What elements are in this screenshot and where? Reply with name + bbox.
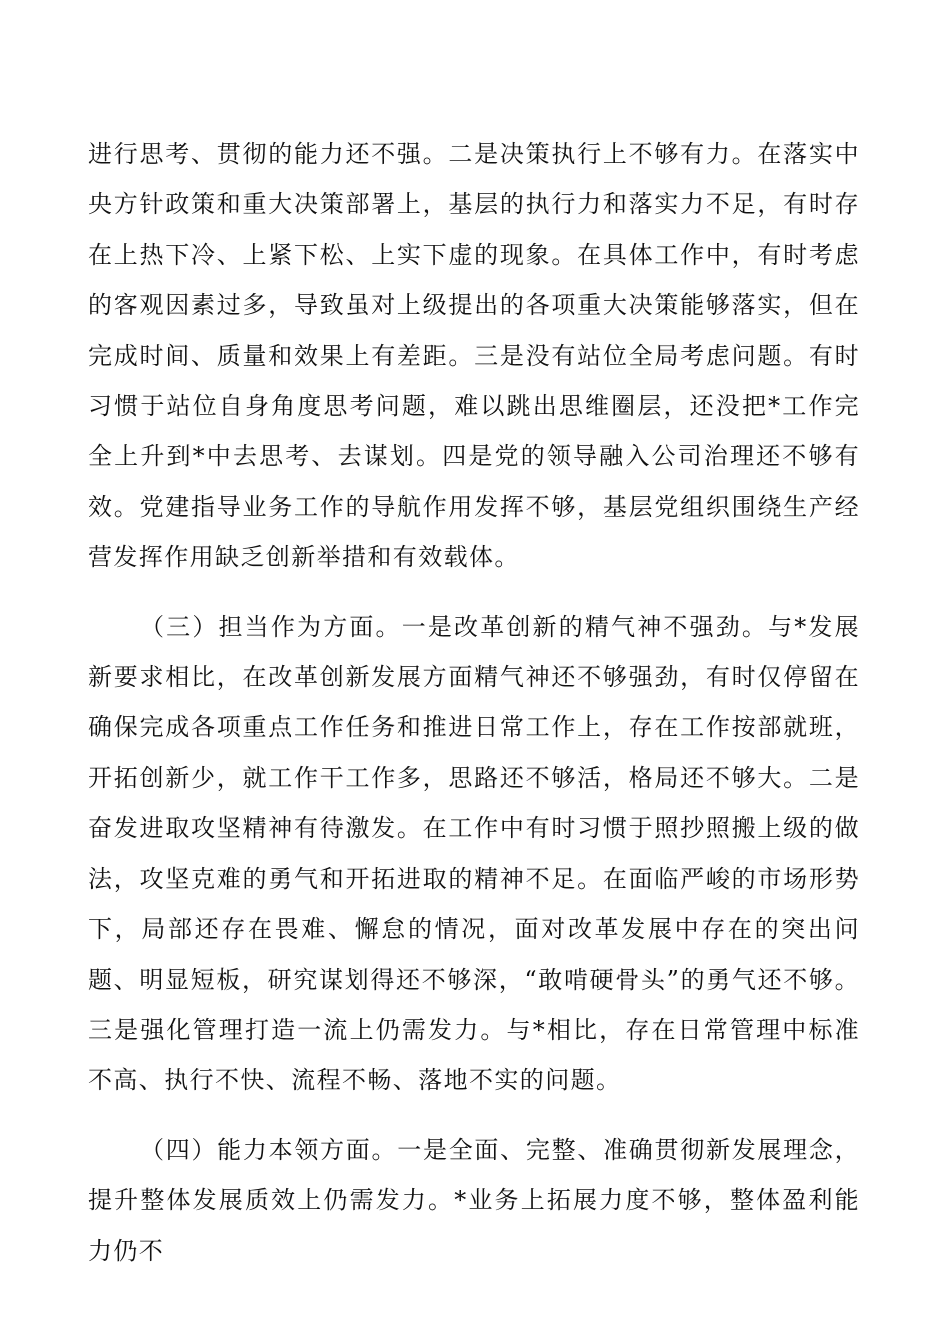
document-body — [88, 129, 860, 1276]
paragraph-1: 进行思考、贯彻的能力还不强。二是决策执行上不够有力。在落实中央方针政策和重大决策部署上，基层的执行力和落实力不足，有时存在上热下冷、上紧下松、上实下虚的现象。在具体工作中，有时考虑的客观因素过多，导致虽对上级提出的各项重大决策能够落实，但在完成时间、质量和效果上有差距。三是没有站位全局考虑问题。有时习惯于站位自身角度思考问题，难以跳出思维圈层，还没把*工作完全上升到*中去思考、去谋划。四是党的领导融入公司治理还不够有效。党建指导业务工作的导航作用发挥不够，基层党组织围绕生产经营发挥作用缺乏创新举措和有效载体。 — [88, 140, 860, 572]
paragraph-3-section-4: （四）能力本领方面。一是全面、完整、准确贯彻新发展理念，提升整体发展质效上仍需发力。*业务上拓展力度不够，整体盈利能力仍不 — [88, 1135, 860, 1265]
paragraph-2-section-3: （三）担当作为方面。一是改革创新的精气神不强劲。与*发展新要求相比，在改革创新发展方面精气神还不够强劲，有时仅停留在确保完成各项重点工作任务和推进日常工作上，存在工作按部就班，开拓创新少，就工作干工作多，思路还不够活，格局还不够大。二是奋发进取攻坚精神有待激发。在工作中有时习惯于照抄照搬上级的做法，攻坚克难的勇气和开拓进取的精神不足。在面临严峻的市场形势下，局部还存在畏难、懈怠的情况，面对改革发展中存在的突出问题、明显短板，研究谋划得还不够深，“敢啃硬骨头”的勇气还不够。三是强化管理打造一流上仍需发力。与*相比，存在日常管理中标准不高、执行不快、流程不畅、落地不实的问题。 — [88, 612, 860, 1095]
